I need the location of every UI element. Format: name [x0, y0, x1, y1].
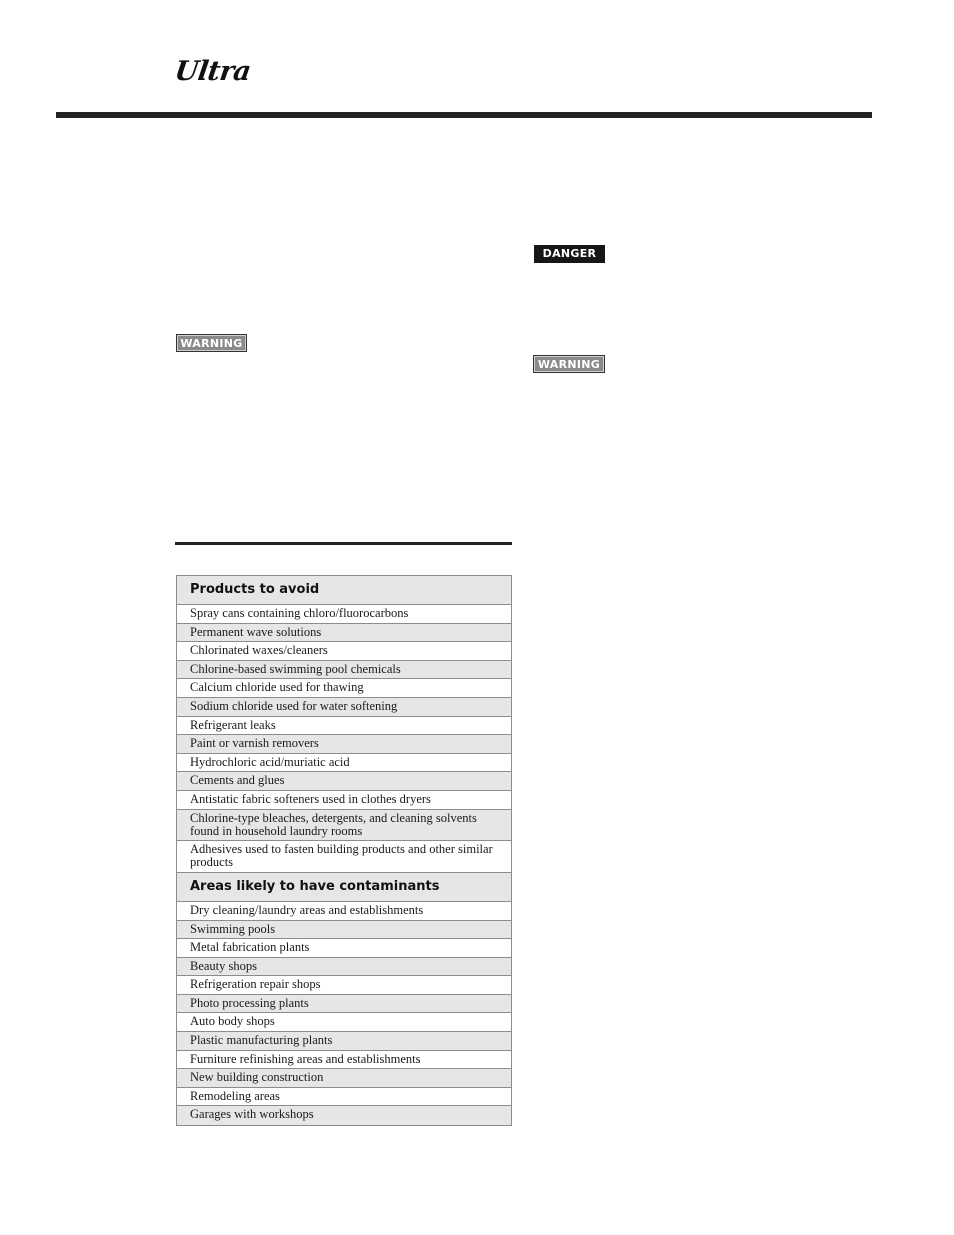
table-row: Hydrochloric acid/muriatic acid [177, 754, 511, 773]
table-row: Chlorine-based swimming pool chemicals [177, 661, 511, 680]
table-row: Swimming pools [177, 921, 511, 940]
table-row: Refrigeration repair shops [177, 976, 511, 995]
table-row: Permanent wave solutions [177, 624, 511, 643]
table-row: Auto body shops [177, 1013, 511, 1032]
brand-logo: Ultra [172, 56, 253, 87]
danger-label: DANGER [534, 245, 605, 263]
contaminants-table [176, 575, 512, 1126]
table-row: Spray cans containing chloro/fluorocarbons [177, 605, 511, 624]
table-row: Paint or varnish removers [177, 735, 511, 754]
header-rule [56, 112, 872, 118]
table-row: Dry cleaning/laundry areas and establishments [177, 902, 511, 921]
table-header-products: Products to avoid [177, 576, 511, 605]
table-row: Furniture refinishing areas and establishments [177, 1051, 511, 1070]
table-row: Plastic manufacturing plants [177, 1032, 511, 1051]
table-row: Metal fabrication plants [177, 939, 511, 958]
table-row: Photo processing plants [177, 995, 511, 1014]
table-row: Garages with workshops [177, 1106, 511, 1125]
table-row: Calcium chloride used for thawing [177, 679, 511, 698]
warning-label-left: WARNING [176, 334, 247, 352]
table-header-areas: Areas likely to have contaminants [177, 873, 511, 902]
warning-label-right: WARNING [533, 355, 605, 373]
table-row: Adhesives used to fasten building products and other similar products [177, 841, 511, 873]
table-row: Cements and glues [177, 772, 511, 791]
table-row: Refrigerant leaks [177, 717, 511, 736]
table-row: Sodium chloride used for water softening [177, 698, 511, 717]
table-row: Remodeling areas [177, 1088, 511, 1107]
table-row: Antistatic fabric softeners used in clothes dryers [177, 791, 511, 810]
section-rule [175, 542, 512, 545]
table-row: New building construction [177, 1069, 511, 1088]
table-row: Beauty shops [177, 958, 511, 977]
table-row: Chlorinated waxes/cleaners [177, 642, 511, 661]
table-row: Chlorine-type bleaches, detergents, and cleaning solvents found in household laundry rooms [177, 810, 511, 842]
